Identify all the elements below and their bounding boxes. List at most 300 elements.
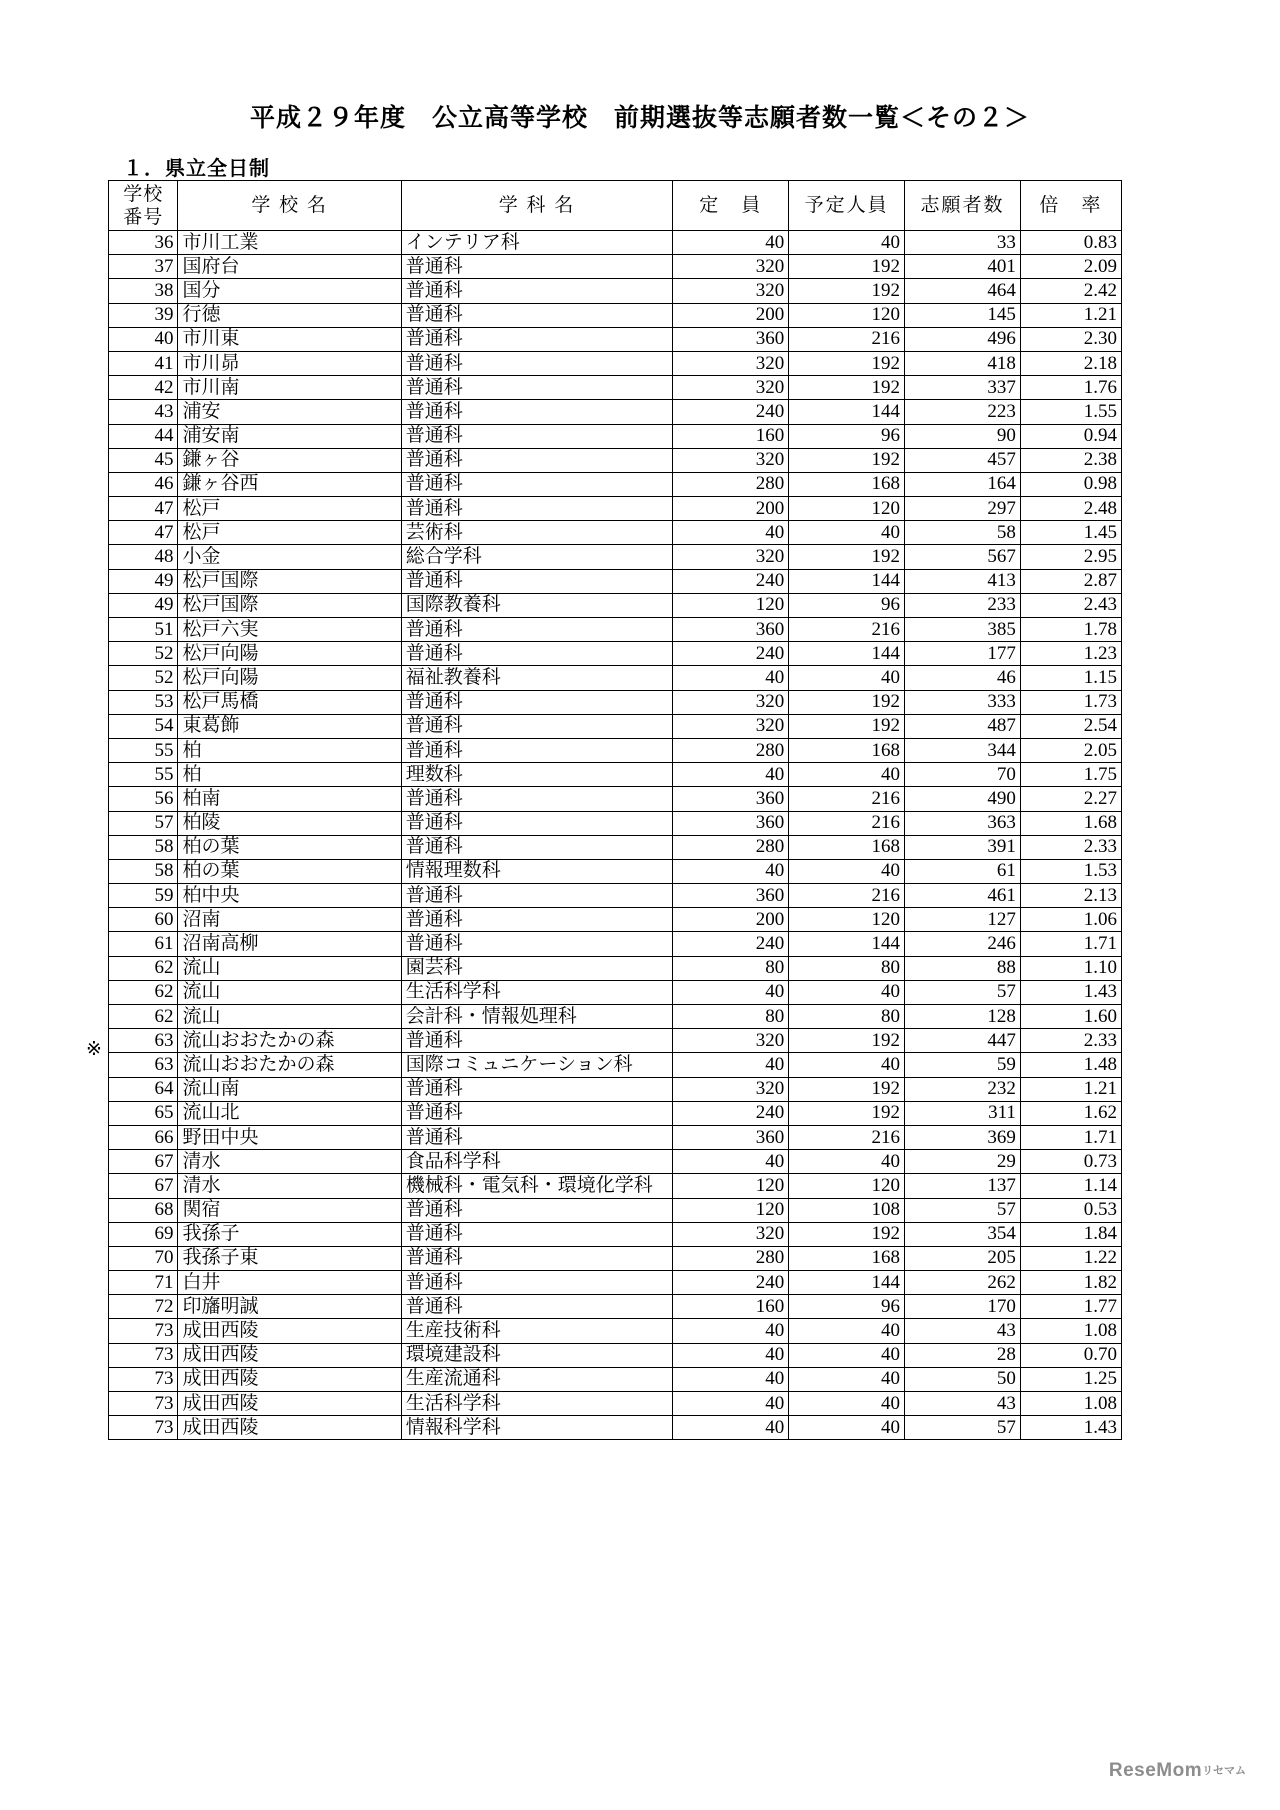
cell-ratio: 1.08 [1020,1392,1121,1416]
section-label: １．県立全日制 [123,158,270,180]
cell-applicants: 447 [905,1029,1021,1053]
cell-school-number: 63 [109,1029,178,1053]
cell-capacity: 40 [673,1367,789,1391]
cell-ratio: 1.22 [1020,1246,1121,1270]
cell-school-name: 沼南高柳 [178,932,401,956]
cell-applicants: 137 [905,1174,1021,1198]
table-row [109,1101,1122,1125]
cell-school-number: 70 [109,1246,178,1270]
cell-applicants: 490 [905,787,1021,811]
cell-school-number: 73 [109,1367,178,1391]
cell-school-number: 68 [109,1198,178,1222]
cell-planned: 192 [789,1101,905,1125]
cell-school-number: 55 [109,763,178,787]
cell-department: 情報理数科 [401,859,673,883]
cell-school-name: 流山北 [178,1101,401,1125]
cell-capacity: 40 [673,1319,789,1343]
cell-school-number: 73 [109,1343,178,1367]
cell-capacity: 280 [673,835,789,859]
cell-ratio: 1.08 [1020,1319,1121,1343]
cell-school-number: 63 [109,1053,178,1077]
cell-department: 普通科 [401,642,673,666]
cell-applicants: 145 [905,303,1021,327]
table-row [109,1150,1122,1174]
watermark-suffix: リセマム [1202,1765,1246,1777]
cell-department: 普通科 [401,714,673,738]
cell-department: 園芸科 [401,956,673,980]
cell-school-number: 52 [109,642,178,666]
cell-department: 普通科 [401,569,673,593]
table-row [109,593,1122,617]
table-row [109,1343,1122,1367]
cell-ratio: 1.15 [1020,666,1121,690]
cell-capacity: 80 [673,956,789,980]
column-header-planned: 予定人員 [789,181,905,231]
cell-planned: 40 [789,1392,905,1416]
cell-planned: 40 [789,859,905,883]
cell-planned: 192 [789,545,905,569]
cell-planned: 216 [789,1125,905,1149]
cell-ratio: 2.27 [1020,787,1121,811]
cell-ratio: 1.43 [1020,980,1121,1004]
cell-school-name: 小金 [178,545,401,569]
cell-applicants: 61 [905,859,1021,883]
table-row [109,327,1122,351]
cell-ratio: 0.53 [1020,1198,1121,1222]
table-row [109,690,1122,714]
table-row [109,1125,1122,1149]
cell-department: 機械科・電気科・環境化学科 [401,1174,673,1198]
cell-school-number: 47 [109,521,178,545]
cell-capacity: 200 [673,303,789,327]
table-row [109,908,1122,932]
cell-planned: 168 [789,472,905,496]
table-row [109,521,1122,545]
cell-planned: 144 [789,642,905,666]
cell-department: 普通科 [401,303,673,327]
cell-capacity: 40 [673,1343,789,1367]
cell-ratio: 0.83 [1020,231,1121,255]
cell-school-number: 66 [109,1125,178,1149]
cell-planned: 144 [789,400,905,424]
cell-applicants: 363 [905,811,1021,835]
cell-capacity: 120 [673,593,789,617]
cell-applicants: 487 [905,714,1021,738]
cell-school-number: 40 [109,327,178,351]
cell-department: 環境建設科 [401,1343,673,1367]
cell-school-number: 69 [109,1222,178,1246]
column-header-school-number-line1: 学校 [123,183,164,205]
column-header-department: 学 科 名 [401,181,673,231]
cell-department: 普通科 [401,1029,673,1053]
cell-planned: 192 [789,690,905,714]
cell-capacity: 160 [673,1295,789,1319]
cell-ratio: 1.23 [1020,642,1121,666]
cell-school-number: 52 [109,666,178,690]
cell-ratio: 1.10 [1020,956,1121,980]
cell-capacity: 320 [673,690,789,714]
cell-capacity: 320 [673,279,789,303]
cell-school-name: 浦安 [178,400,401,424]
table-row [109,424,1122,448]
cell-school-name: 松戸六実 [178,618,401,642]
cell-applicants: 170 [905,1295,1021,1319]
cell-applicants: 567 [905,545,1021,569]
cell-planned: 192 [789,1222,905,1246]
cell-school-name: 成田西陵 [178,1392,401,1416]
cell-school-number: 73 [109,1392,178,1416]
cell-capacity: 240 [673,569,789,593]
cell-planned: 192 [789,279,905,303]
cell-school-name: 柏の葉 [178,835,401,859]
cell-applicants: 233 [905,593,1021,617]
cell-applicants: 46 [905,666,1021,690]
cell-applicants: 297 [905,497,1021,521]
cell-ratio: 1.84 [1020,1222,1121,1246]
cell-school-number: 67 [109,1174,178,1198]
table-row [109,448,1122,472]
cell-capacity: 120 [673,1198,789,1222]
cell-capacity: 320 [673,376,789,400]
cell-applicants: 464 [905,279,1021,303]
cell-department: 生活科学科 [401,1392,673,1416]
cell-planned: 40 [789,231,905,255]
cell-planned: 192 [789,448,905,472]
cell-school-number: 53 [109,690,178,714]
cell-school-name: 市川南 [178,376,401,400]
cell-capacity: 40 [673,1150,789,1174]
cell-school-number: 54 [109,714,178,738]
cell-capacity: 360 [673,787,789,811]
cell-school-number: 46 [109,472,178,496]
cell-school-name: 松戸 [178,521,401,545]
table-row [109,1005,1122,1029]
cell-school-name: 成田西陵 [178,1319,401,1343]
cell-school-number: 72 [109,1295,178,1319]
table-row [109,400,1122,424]
cell-applicants: 28 [905,1343,1021,1367]
cell-capacity: 280 [673,472,789,496]
cell-school-name: 市川昴 [178,351,401,375]
cell-school-number: 58 [109,859,178,883]
cell-school-number: 43 [109,400,178,424]
table-body [109,231,1122,1440]
table-row [109,738,1122,762]
cell-applicants: 461 [905,884,1021,908]
cell-department: 食品科学科 [401,1150,673,1174]
cell-school-name: 柏 [178,738,401,762]
cell-department: 総合学科 [401,545,673,569]
table-row [109,1392,1122,1416]
cell-applicants: 50 [905,1367,1021,1391]
cell-school-number: 71 [109,1271,178,1295]
cell-school-number: 62 [109,1005,178,1029]
cell-capacity: 40 [673,1416,789,1440]
table-row [109,642,1122,666]
cell-school-name: 松戸国際 [178,569,401,593]
cell-school-name: 関宿 [178,1198,401,1222]
cell-school-name: 沼南 [178,908,401,932]
cell-ratio: 1.14 [1020,1174,1121,1198]
cell-ratio: 2.95 [1020,545,1121,569]
cell-ratio: 1.78 [1020,618,1121,642]
cell-applicants: 43 [905,1319,1021,1343]
cell-planned: 216 [789,618,905,642]
cell-applicants: 337 [905,376,1021,400]
cell-ratio: 2.54 [1020,714,1121,738]
cell-ratio: 2.43 [1020,593,1121,617]
table-row [109,1174,1122,1198]
cell-capacity: 320 [673,545,789,569]
cell-applicants: 401 [905,255,1021,279]
table-row [109,1295,1122,1319]
cell-ratio: 1.53 [1020,859,1121,883]
cell-school-name: 流山 [178,1005,401,1029]
cell-applicants: 59 [905,1053,1021,1077]
cell-school-number: 64 [109,1077,178,1101]
cell-planned: 96 [789,1295,905,1319]
column-header-ratio: 倍 率 [1020,181,1121,231]
cell-ratio: 2.87 [1020,569,1121,593]
cell-capacity: 40 [673,980,789,1004]
cell-school-name: 柏中央 [178,884,401,908]
cell-school-number: 44 [109,424,178,448]
cell-school-name: 鎌ヶ谷 [178,448,401,472]
cell-applicants: 88 [905,956,1021,980]
cell-school-name: 国分 [178,279,401,303]
cell-planned: 40 [789,1416,905,1440]
table-row [109,1416,1122,1440]
cell-capacity: 360 [673,1125,789,1149]
cell-ratio: 2.30 [1020,327,1121,351]
cell-ratio: 0.94 [1020,424,1121,448]
watermark-text: ReseMom [1108,1760,1203,1781]
cell-planned: 216 [789,787,905,811]
table-row [109,1198,1122,1222]
cell-applicants: 385 [905,618,1021,642]
cell-planned: 96 [789,593,905,617]
cell-school-name: 柏の葉 [178,859,401,883]
cell-capacity: 320 [673,255,789,279]
cell-school-number: 56 [109,787,178,811]
cell-school-name: 印旛明誠 [178,1295,401,1319]
table-row [109,1246,1122,1270]
cell-ratio: 1.55 [1020,400,1121,424]
cell-school-number: 67 [109,1150,178,1174]
cell-capacity: 320 [673,1029,789,1053]
table-row [109,1077,1122,1101]
cell-school-name: 清水 [178,1174,401,1198]
cell-capacity: 240 [673,1271,789,1295]
cell-school-number: 62 [109,956,178,980]
table-row [109,666,1122,690]
cell-school-name: 松戸向陽 [178,666,401,690]
cell-school-name: 松戸馬橋 [178,690,401,714]
cell-applicants: 369 [905,1125,1021,1149]
cell-applicants: 29 [905,1150,1021,1174]
cell-department: 普通科 [401,835,673,859]
cell-applicants: 164 [905,472,1021,496]
cell-ratio: 2.05 [1020,738,1121,762]
cell-department: 普通科 [401,1271,673,1295]
cell-planned: 168 [789,1246,905,1270]
cell-capacity: 200 [673,908,789,932]
cell-capacity: 240 [673,400,789,424]
cell-department: 普通科 [401,908,673,932]
cell-department: 普通科 [401,738,673,762]
cell-school-number: 62 [109,980,178,1004]
cell-applicants: 57 [905,1416,1021,1440]
cell-planned: 168 [789,835,905,859]
table-header-row [109,181,1122,231]
cell-capacity: 240 [673,1101,789,1125]
cell-applicants: 57 [905,980,1021,1004]
cell-school-number: 49 [109,569,178,593]
table-row [109,472,1122,496]
cell-department: 普通科 [401,811,673,835]
cell-ratio: 0.73 [1020,1150,1121,1174]
cell-planned: 120 [789,1174,905,1198]
cell-department: 生活科学科 [401,980,673,1004]
cell-department: 生産技術科 [401,1319,673,1343]
cell-applicants: 232 [905,1077,1021,1101]
cell-school-name: 東葛飾 [178,714,401,738]
cell-planned: 40 [789,1343,905,1367]
cell-planned: 216 [789,327,905,351]
cell-school-number: 73 [109,1319,178,1343]
cell-department: 普通科 [401,424,673,448]
cell-planned: 216 [789,884,905,908]
cell-ratio: 2.18 [1020,351,1121,375]
cell-school-number: 41 [109,351,178,375]
cell-department: 普通科 [401,1077,673,1101]
cell-department: 普通科 [401,1222,673,1246]
cell-department: 国際教養科 [401,593,673,617]
cell-planned: 120 [789,908,905,932]
table-row [109,932,1122,956]
cell-department: 福祉教養科 [401,666,673,690]
cell-ratio: 0.98 [1020,472,1121,496]
cell-capacity: 360 [673,811,789,835]
cell-ratio: 2.48 [1020,497,1121,521]
cell-department: 普通科 [401,1125,673,1149]
cell-school-name: 流山南 [178,1077,401,1101]
table-row [109,1271,1122,1295]
cell-ratio: 2.33 [1020,1029,1121,1053]
cell-department: 普通科 [401,448,673,472]
cell-school-number: 38 [109,279,178,303]
cell-school-name: 行徳 [178,303,401,327]
cell-capacity: 360 [673,884,789,908]
cell-capacity: 80 [673,1005,789,1029]
cell-capacity: 160 [673,424,789,448]
cell-capacity: 320 [673,351,789,375]
cell-ratio: 2.33 [1020,835,1121,859]
cell-school-name: 流山 [178,980,401,1004]
applicants-table [108,180,1122,1440]
table-row [109,497,1122,521]
cell-applicants: 58 [905,521,1021,545]
cell-applicants: 127 [905,908,1021,932]
cell-department: 普通科 [401,376,673,400]
cell-department: 普通科 [401,351,673,375]
cell-planned: 216 [789,811,905,835]
cell-ratio: 2.42 [1020,279,1121,303]
cell-capacity: 120 [673,1174,789,1198]
cell-applicants: 90 [905,424,1021,448]
cell-school-name: 我孫子 [178,1222,401,1246]
cell-ratio: 1.71 [1020,1125,1121,1149]
cell-department: 普通科 [401,1246,673,1270]
cell-applicants: 354 [905,1222,1021,1246]
cell-ratio: 1.62 [1020,1101,1121,1125]
cell-applicants: 177 [905,642,1021,666]
cell-applicants: 391 [905,835,1021,859]
cell-planned: 40 [789,1319,905,1343]
cell-applicants: 43 [905,1392,1021,1416]
cell-department: 芸術科 [401,521,673,545]
table-header [109,181,1122,231]
cell-ratio: 1.43 [1020,1416,1121,1440]
cell-school-name: 浦安南 [178,424,401,448]
cell-school-name: 成田西陵 [178,1416,401,1440]
cell-school-name: 市川工業 [178,231,401,255]
cell-planned: 40 [789,1150,905,1174]
cell-capacity: 280 [673,738,789,762]
cell-school-name: 柏陵 [178,811,401,835]
cell-planned: 168 [789,738,905,762]
cell-school-number: 45 [109,448,178,472]
cell-school-name: 流山 [178,956,401,980]
cell-ratio: 1.77 [1020,1295,1121,1319]
cell-school-number: 39 [109,303,178,327]
cell-school-name: 我孫子東 [178,1246,401,1270]
cell-school-name: 市川東 [178,327,401,351]
cell-applicants: 496 [905,327,1021,351]
side-marker: ※ [86,1039,102,1060]
table-row [109,618,1122,642]
cell-capacity: 40 [673,763,789,787]
cell-planned: 96 [789,424,905,448]
cell-school-name: 柏南 [178,787,401,811]
cell-planned: 40 [789,763,905,787]
cell-school-number: 37 [109,255,178,279]
cell-planned: 40 [789,521,905,545]
cell-school-name: 松戸 [178,497,401,521]
cell-applicants: 413 [905,569,1021,593]
cell-school-name: 柏 [178,763,401,787]
cell-capacity: 200 [673,497,789,521]
cell-ratio: 1.21 [1020,1077,1121,1101]
cell-school-number: 59 [109,884,178,908]
cell-planned: 80 [789,956,905,980]
cell-capacity: 40 [673,666,789,690]
cell-school-number: 47 [109,497,178,521]
cell-applicants: 311 [905,1101,1021,1125]
cell-ratio: 1.06 [1020,908,1121,932]
cell-school-number: 48 [109,545,178,569]
cell-school-number: 42 [109,376,178,400]
cell-department: 普通科 [401,255,673,279]
cell-applicants: 333 [905,690,1021,714]
cell-department: 普通科 [401,618,673,642]
cell-capacity: 360 [673,618,789,642]
cell-planned: 120 [789,497,905,521]
cell-applicants: 344 [905,738,1021,762]
table-row [109,569,1122,593]
cell-school-name: 国府台 [178,255,401,279]
cell-planned: 40 [789,1053,905,1077]
